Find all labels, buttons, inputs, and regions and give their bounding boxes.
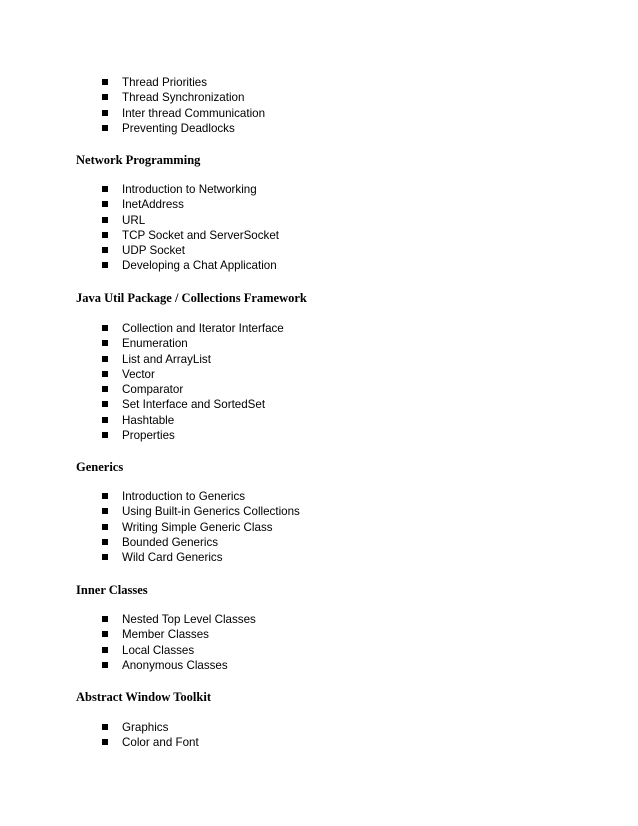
list-item-label: Graphics (122, 721, 169, 734)
list-item-label: Set Interface and SortedSet (122, 398, 266, 412)
list-collections-framework (0, 321, 284, 443)
section-heading-inner-classes: Inner Classes (76, 583, 148, 597)
square-bullet-icon (102, 539, 108, 545)
list-item (0, 197, 279, 212)
square-bullet-icon (102, 616, 108, 622)
square-bullet-icon (102, 524, 108, 530)
list-item (0, 658, 256, 673)
list-item-label: UDP Socket (122, 244, 185, 258)
list-generics (0, 489, 300, 565)
list-item-label: Comparator (122, 383, 184, 397)
list-network-programming (0, 182, 279, 274)
list-item-label: List and ArrayList (122, 352, 211, 366)
list-item (0, 535, 300, 550)
square-bullet-icon (102, 79, 108, 85)
list-item-label: InetAddress (122, 198, 184, 212)
list-item (0, 213, 279, 228)
list-item (0, 321, 284, 336)
square-bullet-icon (102, 508, 108, 514)
square-bullet-icon (102, 554, 108, 560)
section-heading-generics: Generics (76, 460, 124, 474)
square-bullet-icon (102, 647, 108, 653)
list-item (0, 612, 256, 627)
square-bullet-icon (102, 432, 108, 438)
square-bullet-icon (102, 110, 108, 116)
list-item-label: Preventing Deadlocks (122, 121, 235, 135)
square-bullet-icon (102, 325, 108, 331)
list-item-label: Color and Font (122, 736, 199, 750)
square-bullet-icon (102, 125, 108, 131)
list-item-label: TCP Socket and ServerSocket (122, 228, 280, 242)
section-heading-collections-framework: Java Util Package / Collections Framework (76, 291, 307, 305)
list-item (0, 397, 284, 412)
square-bullet-icon (102, 662, 108, 668)
list-item-label: Properties (122, 429, 175, 443)
list-item-label: Nested Top Level Classes (122, 613, 256, 626)
list-item (0, 243, 279, 258)
list-item-label: Introduction to Networking (122, 183, 257, 196)
list-item (0, 550, 300, 565)
square-bullet-icon (102, 493, 108, 499)
square-bullet-icon (102, 371, 108, 377)
list-item (0, 428, 284, 443)
list-item-label: Writing Simple Generic Class (122, 520, 273, 534)
list-item-label: URL (122, 213, 146, 227)
list-item (0, 258, 279, 273)
list-item-label: Thread Priorities (122, 76, 208, 89)
list-item-label: Developing a Chat Application (122, 259, 277, 273)
section-heading-network-programming: Network Programming (76, 153, 201, 167)
list-item-label: Introduction to Generics (122, 490, 246, 503)
list-item (0, 720, 199, 735)
list-item-label: Thread Synchronization (122, 91, 245, 105)
list-item (0, 106, 265, 121)
list-thread-topics (0, 75, 265, 136)
square-bullet-icon (102, 631, 108, 637)
square-bullet-icon (102, 724, 108, 730)
list-item (0, 643, 256, 658)
square-bullet-icon (102, 94, 108, 100)
square-bullet-icon (102, 386, 108, 392)
section-heading-abstract-window-toolkit: Abstract Window Toolkit (76, 690, 211, 704)
list-item-label: Member Classes (122, 628, 209, 642)
list-item (0, 90, 265, 105)
square-bullet-icon (102, 262, 108, 268)
list-item (0, 228, 279, 243)
square-bullet-icon (102, 232, 108, 238)
square-bullet-icon (102, 739, 108, 745)
square-bullet-icon (102, 201, 108, 207)
list-item (0, 735, 199, 750)
list-item (0, 352, 284, 367)
square-bullet-icon (102, 356, 108, 362)
list-item (0, 520, 300, 535)
list-item-label: Anonymous Classes (122, 658, 228, 672)
list-item (0, 121, 265, 136)
square-bullet-icon (102, 417, 108, 423)
list-item (0, 182, 279, 197)
list-item-label: Local Classes (122, 643, 195, 657)
list-inner-classes (0, 612, 256, 673)
square-bullet-icon (102, 217, 108, 223)
square-bullet-icon (102, 186, 108, 192)
list-item (0, 367, 284, 382)
list-item-label: Enumeration (122, 337, 188, 351)
list-item-label: Vector (122, 367, 155, 381)
list-item-label: Inter thread Communication (122, 106, 266, 120)
list-item (0, 627, 256, 642)
square-bullet-icon (102, 340, 108, 346)
square-bullet-icon (102, 247, 108, 253)
square-bullet-icon (102, 401, 108, 407)
list-item (0, 489, 300, 504)
list-item (0, 504, 300, 519)
list-item (0, 75, 265, 90)
list-item (0, 336, 284, 351)
list-item-label: Bounded Generics (122, 535, 219, 549)
list-item (0, 382, 284, 397)
list-item-label: Hashtable (122, 413, 175, 427)
list-abstract-window-toolkit (0, 720, 199, 751)
list-item (0, 413, 284, 428)
list-item-label: Using Built-in Generics Collections (122, 505, 300, 519)
list-item-label: Wild Card Generics (122, 551, 223, 565)
list-item-label: Collection and Iterator Interface (122, 322, 284, 335)
